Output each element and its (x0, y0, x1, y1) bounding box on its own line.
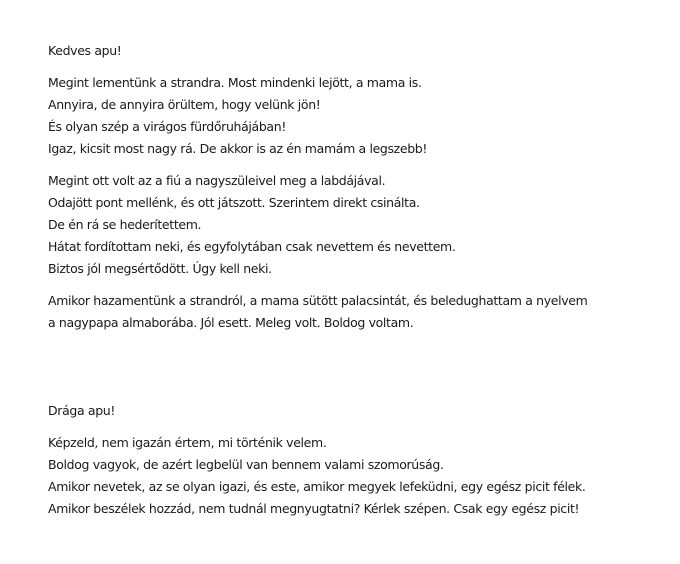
letter-1-paragraph-1 (48, 72, 668, 160)
text-line: Hátat fordítottam neki, és egyfolytában csak nevettem és nevettem. (48, 239, 456, 254)
text-line: De én rá se hederítettem. (48, 217, 202, 232)
text-line: Megint lementünk a strandra. Most mindenki lejött, a mama is. (48, 75, 422, 90)
text-line: Biztos jól megsértődött. Úgy kell neki. (48, 261, 272, 276)
letter-1-salutation: Kedves apu! (48, 43, 122, 58)
letter-1 (48, 40, 668, 334)
letter-1-paragraph-3 (48, 290, 668, 334)
text-line: Képzeld, nem igazán értem, mi történik velem. (48, 435, 327, 450)
text-line: Amikor hazamentünk a strandról, a mama sütött palacsintát, és beledughattam a nyelvem (48, 293, 588, 308)
text-line: Odajött pont mellénk, és ott játszott. Szerintem direkt csinálta. (48, 195, 420, 210)
text-line: És olyan szép a virágos fürdőruhájában! (48, 119, 286, 134)
text-line: a nagypapa almaborába. Jól esett. Meleg volt. Boldog voltam. (48, 315, 414, 330)
text-line: Igaz, kicsit most nagy rá. De akkor is az én mamám a legszebb! (48, 141, 428, 156)
letter-1-paragraph-2 (48, 170, 668, 280)
letter-2-paragraph-1 (48, 432, 668, 520)
text-line: Annyira, de annyira örültem, hogy velünk jön! (48, 97, 321, 112)
letter-separator (48, 344, 668, 400)
text-line: Amikor nevetek, az se olyan igazi, és este, amikor megyek lefeküdni, egy egész picit félek. (48, 479, 586, 494)
letter-2 (48, 400, 668, 520)
letter-2-salutation: Drága apu! (48, 403, 116, 418)
letters-page (48, 40, 668, 530)
text-line: Amikor beszélek hozzád, nem tudnál megnyugtatni? Kérlek szépen. Csak egy egész picit! (48, 501, 580, 516)
text-line: Megint ott volt az a fiú a nagyszüleivel meg a labdájával. (48, 173, 386, 188)
text-line: Boldog vagyok, de azért legbelül van bennem valami szomorúság. (48, 457, 444, 472)
